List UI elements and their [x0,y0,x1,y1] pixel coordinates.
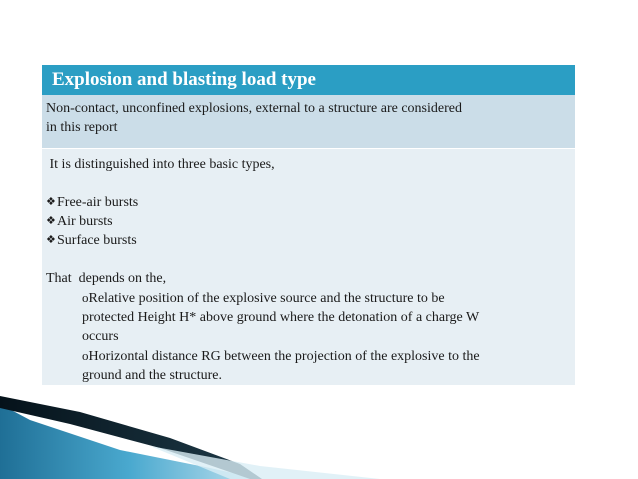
header-title: Explosion and blasting load type [52,69,316,90]
sub-item-text: Horizontal distance RG between the projection of the explosive to the [88,349,480,364]
diamond-bullet-icon: ❖ [46,234,56,246]
diamond-bullet-icon: ❖ [46,196,56,208]
table-row-description [42,95,575,149]
list-item [46,212,567,231]
bullet-text: Surface bursts [57,233,137,248]
sub-item-relative-position [46,288,567,346]
list-item [46,231,567,250]
decorative-swoosh-icon [0,390,400,479]
sub-item-text: ground and the structure. [82,368,222,383]
sub-item-text: occurs [82,329,119,344]
description-line-2: in this report [46,120,118,135]
intro-text: It is distinguished into three basic types, [46,157,275,172]
table-header [42,65,575,95]
content-table [42,65,575,385]
diamond-bullet-icon: ❖ [46,215,56,227]
bullet-text: Free-air bursts [57,195,139,210]
circle-bullet-icon: o [82,290,89,305]
depends-text: That depends on the, [46,271,167,286]
bullet-text: Air bursts [57,214,113,229]
table-row-types [42,149,575,385]
sub-item-text: protected Height H* above ground where the detonation of a charge W [82,310,480,325]
list-item [46,193,567,212]
sub-item-text: Relative position of the explosive source and the structure to be [88,291,445,306]
sub-item-horizontal-distance [46,346,567,385]
description-line-1: Non-contact, unconfined explosions, external to a structure are considered [46,101,462,116]
circle-bullet-icon: o [82,348,89,363]
